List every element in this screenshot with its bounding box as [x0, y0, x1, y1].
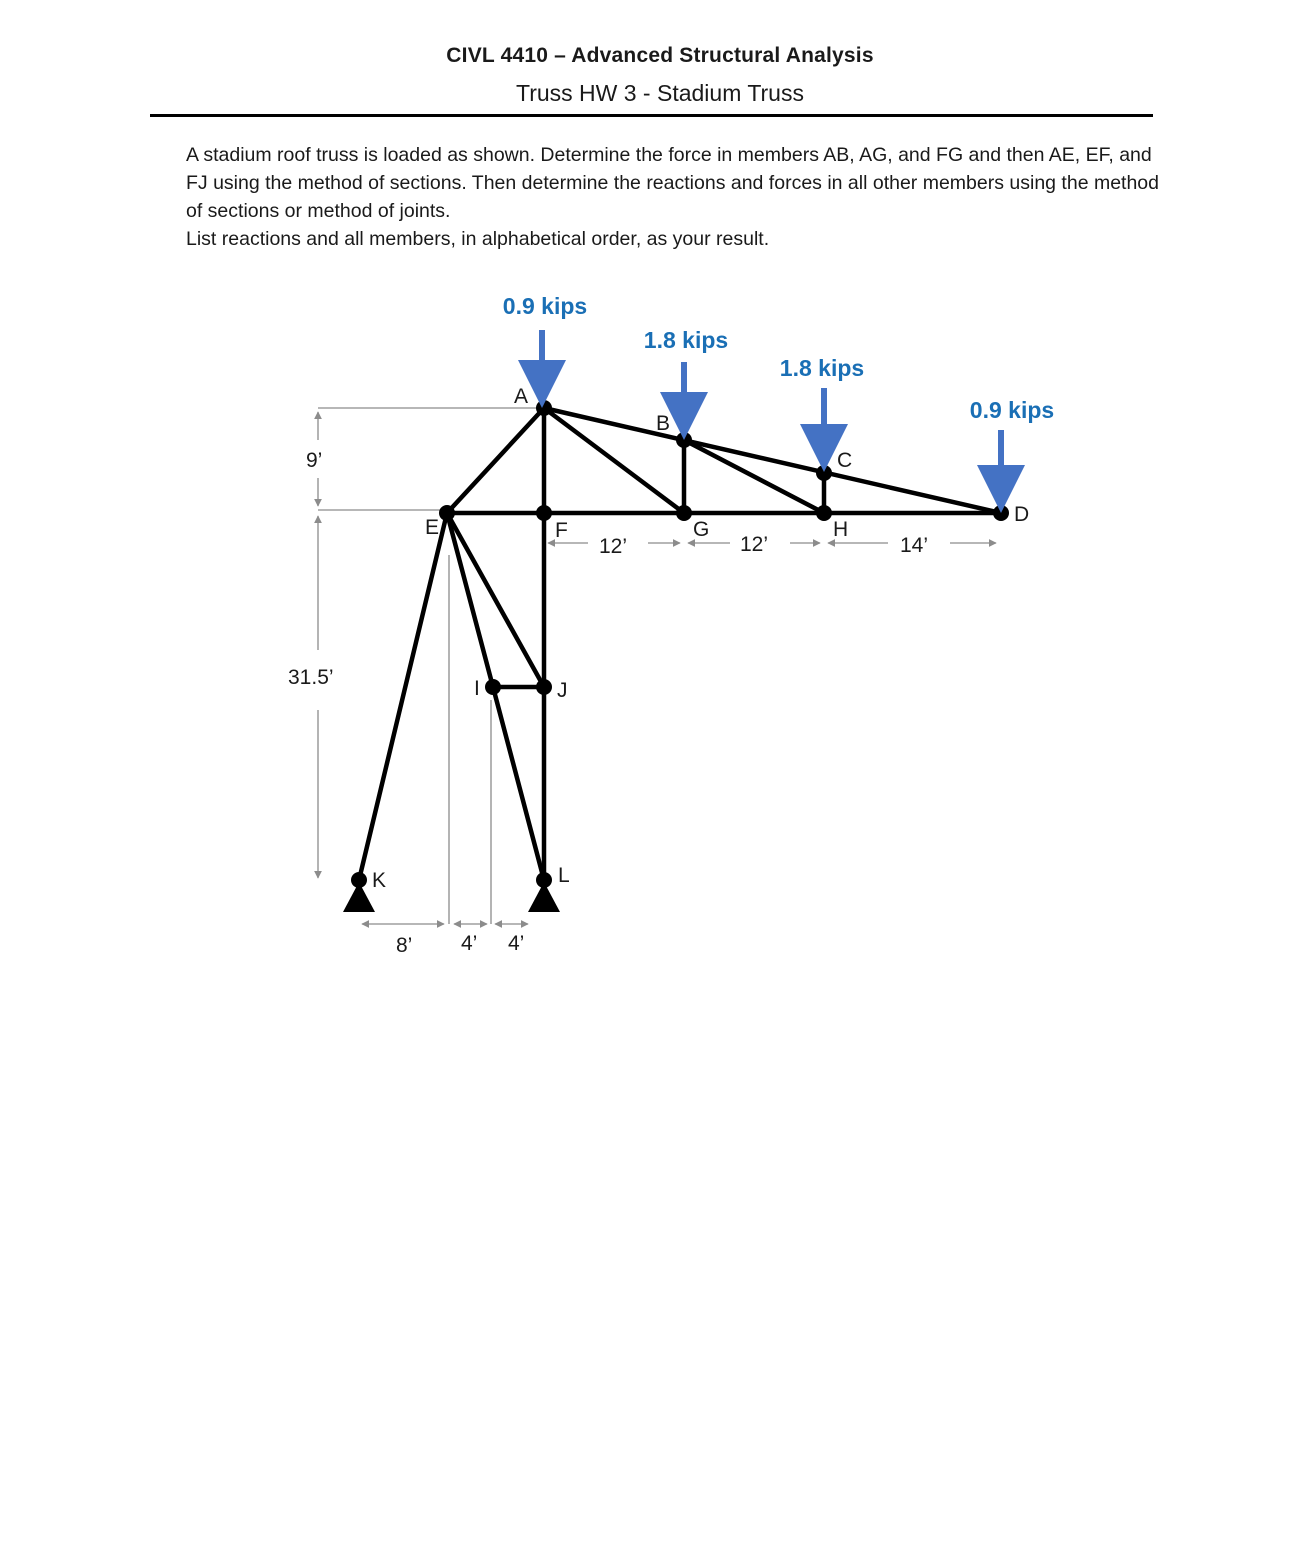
- pin-support-K: [343, 882, 375, 912]
- joint-A: [536, 400, 552, 416]
- pin-support-L: [528, 882, 560, 912]
- joint-I: [485, 679, 501, 695]
- joint-label-C: C: [837, 449, 853, 472]
- joint-label-K: K: [372, 869, 387, 892]
- dim-label-K-E: 8’: [396, 934, 413, 957]
- truss-members: [359, 408, 1001, 880]
- member-IL: [493, 687, 544, 880]
- joint-label-B: B: [656, 412, 671, 435]
- member-BH: [684, 440, 824, 513]
- member-EJ: [447, 513, 544, 687]
- dimension-lines: [318, 408, 996, 924]
- joint-label-F: F: [555, 519, 568, 542]
- dim-label-E-I: 4’: [461, 932, 478, 955]
- member-EK: [359, 513, 447, 880]
- dim-label-bottom-height: 31.5’: [288, 666, 334, 689]
- joint-D: [993, 505, 1009, 521]
- load-arrows: [542, 330, 1001, 489]
- problem-instruction: List reactions and all members, in alphabetical order, as your result.: [186, 228, 770, 250]
- dim-label-top-height: 9’: [306, 449, 323, 472]
- joint-J: [536, 679, 552, 695]
- joint-label-I: I: [474, 677, 480, 700]
- joint-C: [816, 465, 832, 481]
- member-AE: [447, 408, 544, 513]
- joint-G: [676, 505, 692, 521]
- problem-paragraph: A stadium roof truss is loaded as shown. Determine the force in members AB, AG, and FG and then AE, EF, and FJ using the method of sections. Then determine the reactions and forces in all other members using the method of sections or method of joints.: [186, 144, 1160, 222]
- load-label-C: 1.8 kips: [779, 355, 865, 381]
- dim-label-HD: 14’: [900, 534, 929, 557]
- load-label-D: 0.9 kips: [969, 397, 1055, 423]
- joint-label-D: D: [1014, 503, 1030, 526]
- joint-label-J: J: [557, 679, 568, 702]
- joint-label-E: E: [425, 516, 440, 539]
- load-label-B: 1.8 kips: [643, 327, 729, 353]
- joint-H: [816, 505, 832, 521]
- joint-label-A: A: [514, 385, 529, 408]
- dim-label-FG: 12’: [599, 535, 628, 558]
- joint-label-G: G: [693, 518, 710, 541]
- dim-label-I-L: 4’: [508, 932, 525, 955]
- joint-label-H: H: [833, 518, 849, 541]
- member-EI: [447, 513, 493, 687]
- joint-E: [439, 505, 455, 521]
- load-label-A: 0.9 kips: [502, 293, 588, 319]
- joint-B: [676, 432, 692, 448]
- assignment-subtitle: Truss HW 3 - Stadium Truss: [516, 80, 804, 106]
- truss-joints: [351, 400, 1009, 888]
- dim-label-GH: 12’: [740, 533, 769, 556]
- joint-F: [536, 505, 552, 521]
- joint-label-L: L: [558, 864, 570, 887]
- course-title: CIVL 4410 – Advanced Structural Analysis: [446, 44, 874, 67]
